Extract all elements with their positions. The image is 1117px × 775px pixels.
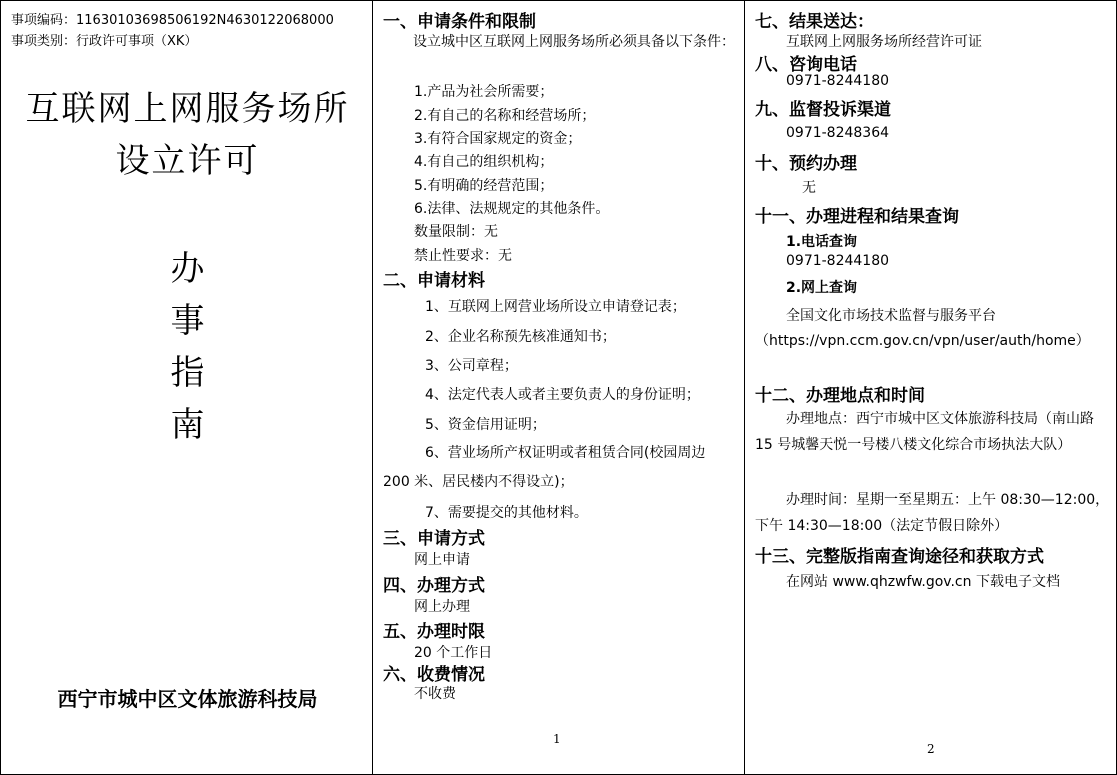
section-value: 网上申请 [414,552,470,568]
section-heading: 四、办理方式 [383,576,485,596]
list-item: 3、公司章程； [425,358,518,374]
phone-number: 0971-8244180 [786,73,890,89]
list-item: 1、互联网上网营业场所设立申请登记表； [425,299,686,315]
platform-url: （https://vpn.ccm.gov.cn/vpn/user/auth/home） [755,333,1090,349]
section-value: 无 [802,180,816,196]
section-heading: 十二、办理地点和时间 [755,386,925,406]
section-heading: 六、收费情况 [383,665,485,685]
section-heading: 八、咨询电话 [755,55,857,75]
phone-number: 0971-8248364 [786,125,890,141]
vertical-char-1: 办 [170,249,205,289]
prohibition: 禁止性要求：无 [414,248,512,264]
sub-heading: 1.电话查询 [786,234,858,250]
page-number: 1 [553,732,561,746]
vertical-char-4: 南 [170,405,205,445]
list-item: 6.法律、法规规定的其他条件。 [414,201,610,217]
section-heading: 三、申请方式 [383,529,485,549]
list-item: 7、需要提交的其他材料。 [425,505,588,521]
office-address: 办理地点：西宁市城中区文体旅游科技局（南山路 15 号城馨天悦一号楼八楼文化综合市场执法大队） [755,411,1094,453]
list-item: 6、营业场所产权证明或者租赁合同(校园周边 200 米、居民楼内不得设立)； [383,445,706,490]
office-hours: 办理时间：星期一至星期五：上午 08:30—12:00，下午 14:30—18:00（法定节假日除外） [755,492,1110,534]
section-value: 20 个工作日 [414,645,493,661]
list-item: 5.有明确的经营范围； [414,178,554,194]
list-item: 5、资金信用证明； [425,417,546,433]
section-value: 互联网上网服务场所经营许可证 [786,34,982,50]
section-value: 不收费 [414,686,456,702]
section-heading: 十、预约办理 [755,154,857,174]
item-code: 事项编码：11630103698506192N4630122068000 [11,13,334,28]
list-item: 1.产品为社会所需要； [414,84,554,100]
download-info: 在网站 www.qhzwfw.gov.cn 下载电子文档 [786,574,1060,590]
sub-heading: 2.网上查询 [786,280,858,296]
phone-number: 0971-8244180 [786,253,890,269]
guide-title-line2: 设立许可 [115,141,260,181]
page-1 [373,0,744,775]
section-heading: 十一、办理进程和结果查询 [755,207,959,227]
section-text: 设立城中区互联网上网服务场所必须具备以下条件： [413,34,735,50]
platform-name: 全国文化市场技术监督与服务平台 [786,308,996,324]
list-item: 4、法定代表人或者主要负责人的身份证明； [425,387,700,403]
section-heading: 一、申请条件和限制 [383,12,536,32]
item-category: 事项类别：行政许可事项（XK） [11,34,198,49]
section-heading: 十三、完整版指南查询途径和获取方式 [755,547,1044,567]
section-heading: 七、结果送达： [755,12,874,32]
guide-title-line1: 互联网上网服务场所 [25,89,350,129]
page-number: 2 [927,742,935,756]
list-item: 2.有自己的名称和经营场所； [414,108,596,124]
quantity-limit: 数量限制：无 [414,224,498,240]
list-item: 2、企业名称预先核准通知书； [425,329,616,345]
cover-panel [0,0,373,775]
page-2 [744,0,1117,775]
vertical-char-2: 事 [170,301,205,341]
section-value: 网上办理 [414,599,470,615]
section-heading: 九、监督投诉渠道 [755,100,891,120]
section-heading: 二、申请材料 [383,271,485,291]
list-item: 3.有符合国家规定的资金； [414,131,582,147]
section-heading: 五、办理时限 [383,622,485,642]
vertical-char-3: 指 [170,353,205,393]
list-item: 4.有自己的组织机构； [414,154,554,170]
agency-name: 西宁市城中区文体旅游科技局 [57,687,318,711]
